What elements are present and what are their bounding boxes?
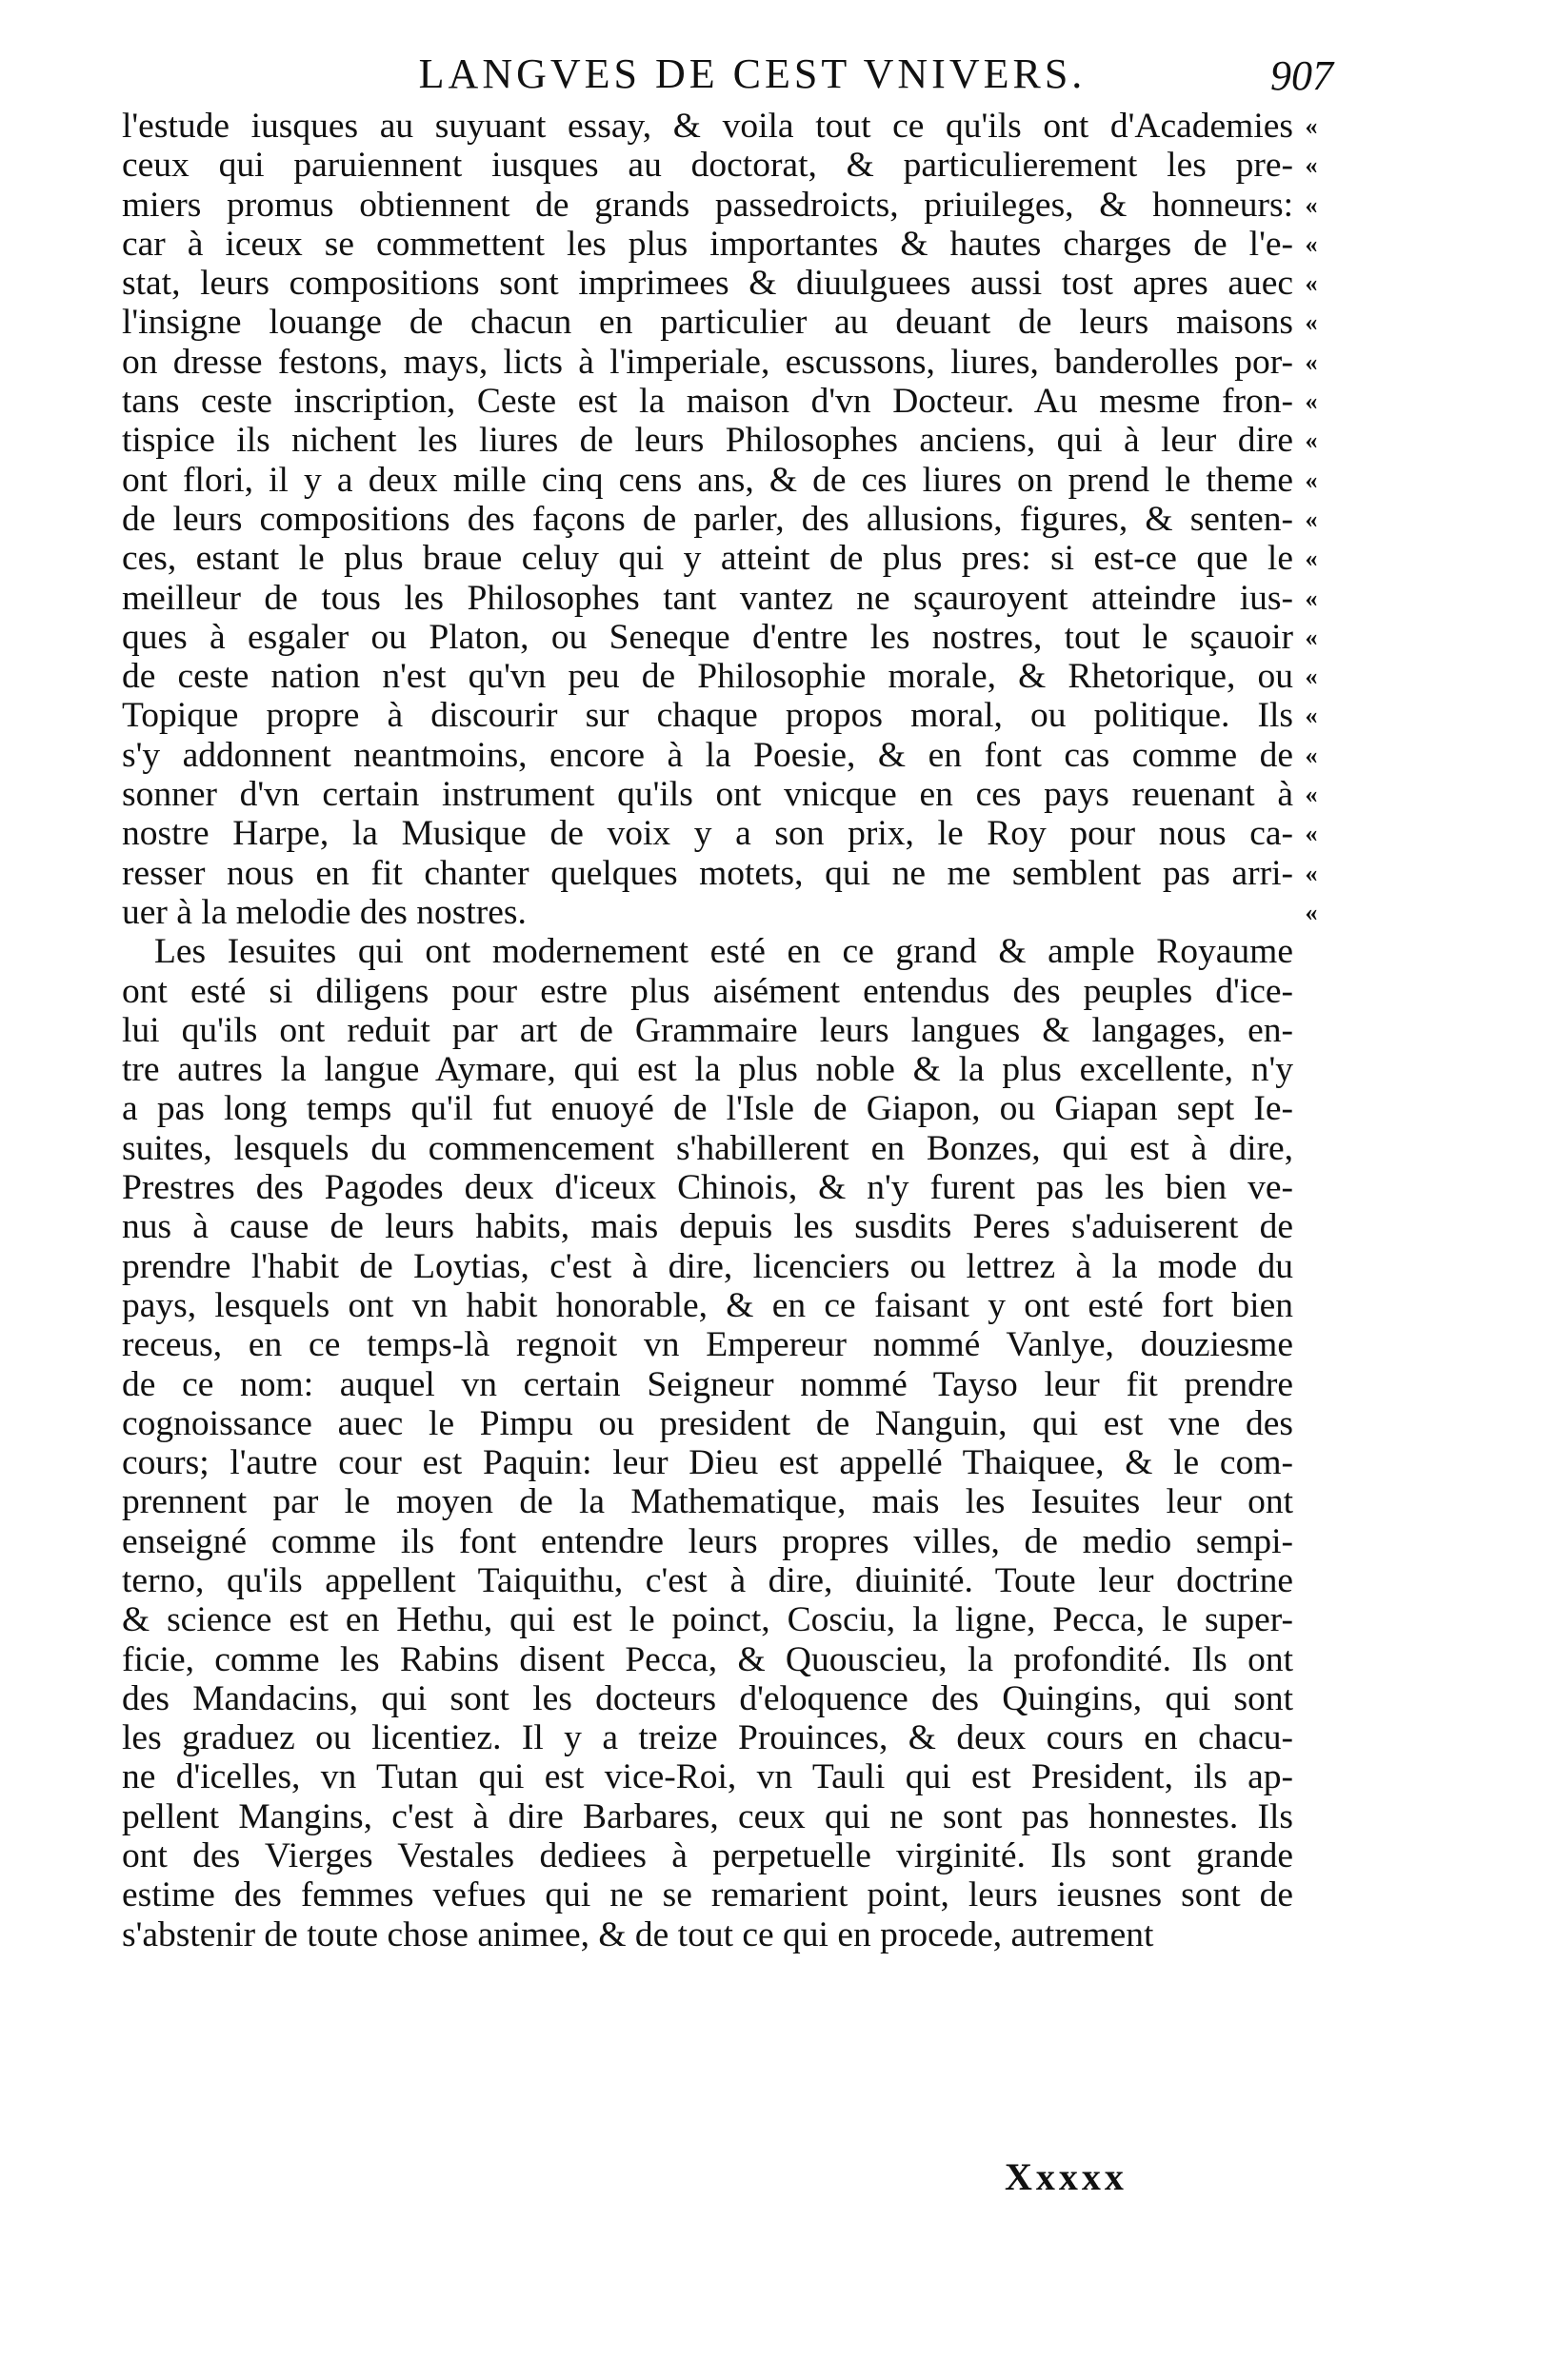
text-line: ces, estant le plus braue celuy qui y atteint de plus pres: si est-ce que le: [122, 539, 1293, 579]
text-line: resser nous en fit chanter quelques motets, qui ne me semblent pas arri-: [122, 853, 1293, 893]
text-line: s'abstenir de toute chose animee, & de tout ce qui en procede, autrement: [122, 1914, 1154, 1954]
quote-mark: «: [1305, 505, 1318, 533]
text-line: ne d'icelles, vn Tutan qui est vice-Roi, vn Tauli qui est President, ils ap-: [122, 1757, 1293, 1797]
text-line: des Mandacins, qui sont les docteurs d'eloquence des Quingins, qui sont: [122, 1678, 1293, 1718]
text-line: terno, qu'ils appellent Taiquithu, c'est à dire, diuinité. Toute leur doctrine: [122, 1560, 1293, 1600]
text-line: estime des femmes vefues qui ne se remarient point, leurs ieusnes sont de: [122, 1875, 1293, 1915]
text-line: s'y addonnent neantmoins, encore à la Poesie, & en font cas comme de: [122, 735, 1293, 775]
text-line: ceux qui paruiennent iusques au doctorat, & particulierement les pre-: [122, 146, 1293, 186]
text-line: prennent par le moyen de la Mathematique, mais les Iesuites leur ont: [122, 1482, 1293, 1522]
quote-mark: «: [1305, 151, 1318, 180]
quote-mark: «: [1305, 190, 1318, 219]
text-line: de leurs compositions des façons de parler, des allusions, figures, & senten-: [122, 499, 1293, 539]
text-line: les graduez ou licentiez. Il y a treize Prouinces, & deux cours en chacu-: [122, 1718, 1293, 1758]
quote-mark: «: [1305, 702, 1318, 730]
quote-mark: «: [1305, 387, 1318, 416]
quote-mark: «: [1305, 545, 1318, 573]
text-line: Topique propre à discourir sur chaque propos moral, ou politique. Ils: [122, 696, 1293, 736]
text-line: on dresse festons, mays, licts à l'imperiale, escussons, liures, banderolles por-: [122, 342, 1293, 382]
quote-mark: «: [1305, 269, 1318, 298]
quote-mark: «: [1305, 347, 1318, 376]
signature-mark: Xxxxx: [1005, 2155, 1128, 2198]
text-line: l'estude iusques au suyuant essay, & voila tout ce qu'ils ont d'Academies: [122, 107, 1293, 146]
text-line: suites, lesquels du commencement s'habillerent en Bonzes, qui est à dire,: [122, 1128, 1293, 1168]
text-line: sonner d'vn certain instrument qu'ils ont vnicque en ces pays reuenant à: [122, 775, 1293, 815]
text-line: uer à la melodie des nostres.: [122, 892, 527, 932]
running-title: LANGVES DE CEST VNIVERS.: [418, 50, 1087, 97]
text-line: Les Iesuites qui ont modernement esté en ce grand & ample Royaume: [154, 932, 1293, 972]
quote-mark: «: [1305, 663, 1318, 691]
text-line: miers promus obtiennent de grands passedroicts, priuileges, & honneurs:: [122, 185, 1293, 225]
quote-mark: «: [1305, 781, 1318, 809]
quote-mark: «: [1305, 898, 1318, 926]
quote-mark: «: [1305, 623, 1318, 651]
text-line: car à iceux se commettent les plus importantes & hautes charges de l'e-: [122, 224, 1293, 264]
quote-mark: «: [1305, 859, 1318, 887]
page-number: 907: [1270, 52, 1333, 99]
text-line: de ceste nation n'est qu'vn peu de Philosophie morale, & Rhetorique, ou: [122, 657, 1293, 697]
text-line: l'insigne louange de chacun en particulier au deuant de leurs maisons: [122, 303, 1293, 343]
text-line: meilleur de tous les Philosophes tant vantez ne sçauroyent atteindre ius-: [122, 578, 1293, 618]
margin-quotation-marks: [1297, 107, 1326, 932]
text-line: de ce nom: auquel vn certain Seigneur nommé Tayso leur fit prendre: [122, 1364, 1293, 1404]
text-line: tre autres la langue Aymare, qui est la plus noble & la plus excellente, n'y: [122, 1050, 1293, 1090]
text-line: a pas long temps qu'il fut enuoyé de l'Isle de Giapon, ou Giapan sept Ie-: [122, 1089, 1293, 1129]
text-line: prendre l'habit de Loytias, c'est à dire, licenciers ou lettrez à la mode du: [122, 1246, 1293, 1286]
text-line: cognoissance auec le Pimpu ou president de Nanguin, qui est vne des: [122, 1403, 1293, 1443]
text-line: pellent Mangins, c'est à dire Barbares, ceux qui ne sont pas honnestes. Ils: [122, 1796, 1293, 1836]
text-line: ques à esgaler ou Platon, ou Seneque d'entre les nostres, tout le sçauoir: [122, 617, 1293, 657]
text-line: ficie, comme les Rabins disent Pecca, & Quouscieu, la profondité. Ils ont: [122, 1639, 1293, 1679]
text-line: cours; l'autre cour est Paquin: leur Dieu est appellé Thaiquee, & le com-: [122, 1443, 1293, 1483]
text-line: tispice ils nichent les liures de leurs Philosophes anciens, qui à leur dire: [122, 421, 1293, 461]
text-line: nus à cause de leurs habits, mais depuis les susdits Peres s'aduiserent de: [122, 1207, 1293, 1247]
text-line: nostre Harpe, la Musique de voix y a son prix, le Roy pour nous ca-: [122, 814, 1293, 854]
text-line: ont esté si diligens pour estre plus aisément entendus des peuples d'ice-: [122, 971, 1293, 1011]
quote-mark: «: [1305, 229, 1318, 258]
quote-mark: «: [1305, 426, 1318, 455]
text-line: enseigné comme ils font entendre leurs propres villes, de medio sempi-: [122, 1521, 1293, 1561]
text-line: tans ceste inscription, Ceste est la maison d'vn Docteur. Au mesme fron-: [122, 382, 1293, 422]
page-header: [124, 46, 1333, 103]
text-line: pays, lesquels ont vn habit honorable, & en ce faisant y ont esté fort bien: [122, 1285, 1293, 1325]
text-line: receus, en ce temps-là regnoit vn Empereur nommé Vanlye, douziesme: [122, 1325, 1293, 1365]
quote-mark: «: [1305, 584, 1318, 612]
quote-mark: «: [1305, 466, 1318, 494]
text-line: ont flori, il y a deux mille cinq cens ans, & de ces liures on prend le theme: [122, 460, 1293, 500]
quote-mark: «: [1305, 820, 1318, 848]
quote-mark: «: [1305, 112, 1318, 140]
text-line: Prestres des Pagodes deux d'iceux Chinois, & n'y furent pas les bien ve-: [122, 1168, 1293, 1208]
body-text: [122, 107, 1293, 1954]
quote-mark: «: [1305, 308, 1318, 337]
text-line: lui qu'ils ont reduit par art de Grammaire leurs langues & langages, en-: [122, 1010, 1293, 1050]
text-line: & science est en Hethu, qui est le poinct, Cosciu, la ligne, Pecca, le super-: [122, 1600, 1293, 1640]
text-line: ont des Vierges Vestales dediees à perpetuelle virginité. Ils sont grande: [122, 1836, 1293, 1876]
text-line: stat, leurs compositions sont imprimees & diuulguees aussi tost apres auec: [122, 264, 1293, 304]
quote-mark: «: [1305, 741, 1318, 769]
